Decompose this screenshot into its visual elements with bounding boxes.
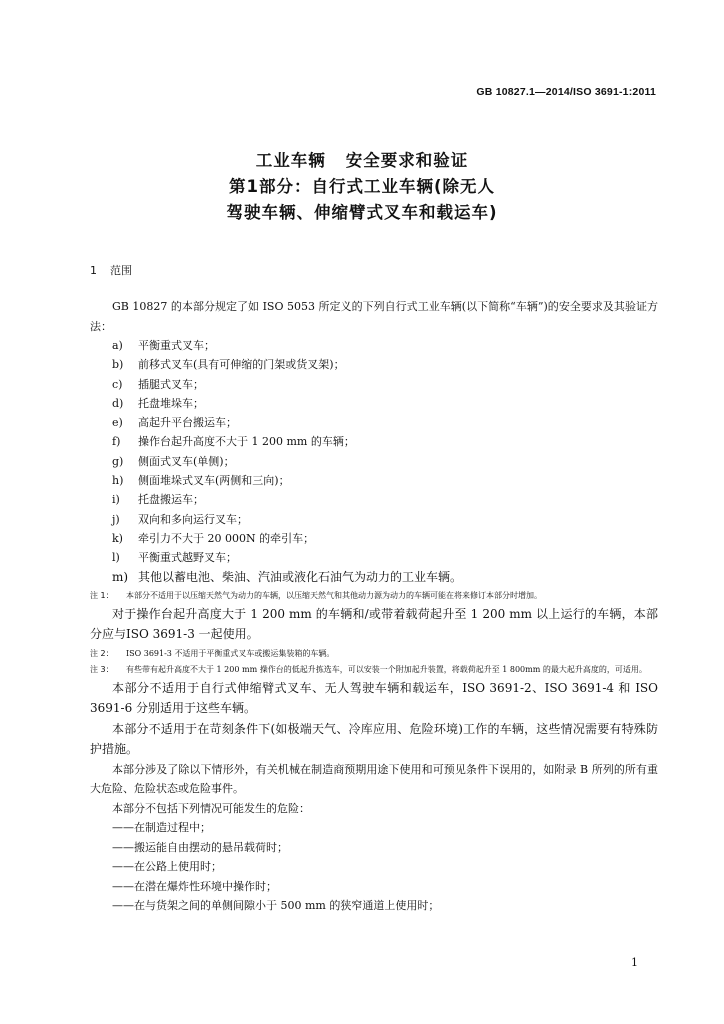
title-line-2: 第1部分：自行式工业车辆(除无人 xyxy=(228,177,496,196)
list-item xyxy=(90,510,658,529)
hazards-paragraph: 本部分涉及了除以下情形外，有关机械在制造商预期用途下使用和可预见条件下误用的，如附录 B 所列的所有重大危险、危险状态或危险事件。 xyxy=(90,762,658,796)
document-title xyxy=(0,148,724,226)
list-item xyxy=(90,375,658,394)
title-line-1b: 安全要求和验证 xyxy=(345,151,469,170)
exclusions-paragraph-1: 本部分不适用于自行式伸缩臂式叉车、无人驾驶车辆和载运车，ISO 3691-2、ISO 3691-4 和 ISO 3691-6 分别适用于这些车辆。 xyxy=(90,680,658,716)
note-2 xyxy=(90,646,658,661)
title-line-1 xyxy=(0,148,724,174)
list-item xyxy=(90,471,658,490)
list-marker: g) xyxy=(112,454,124,468)
list-item-text: 牵引力不大于 20 000N 的牵引车； xyxy=(138,531,315,545)
list-marker: m) xyxy=(112,569,129,584)
not-included-paragraph: 本部分不包括下列情况可能发生的危险： xyxy=(112,801,310,815)
section-heading xyxy=(90,262,132,278)
list-item-text: 侧面式叉车(单侧)； xyxy=(138,454,235,468)
list-item xyxy=(90,568,658,587)
intro-paragraph: GB 10827 的本部分规定了如 ISO 5053 所定义的下列自行式工业车辆(以下简称“车辆”)的安全要求及其验证方法： xyxy=(90,300,658,333)
list-item xyxy=(90,529,658,548)
list-marker: d) xyxy=(112,396,124,410)
title-line-1a: 工业车辆 xyxy=(255,151,326,170)
list-item-text: 前移式叉车(具有可伸缩的门架或货叉架)； xyxy=(138,358,345,372)
not-included-hazards-list xyxy=(90,818,658,916)
list-item-text: 高起升平台搬运车； xyxy=(138,416,237,430)
list-item-text: 托盘堆垛车； xyxy=(138,396,204,410)
note-label: 注 1： xyxy=(90,590,114,600)
dash-item: ——在与货架之间的单侧间隙小于 500 mm 的狭窄通道上使用时； xyxy=(112,899,440,913)
note-text: 本部分不适用于以压缩天然气为动力的车辆，以压缩天然气和其他动力源为动力的车辆可能在将来修订本部分时增加。 xyxy=(126,590,542,600)
page-number: 1 xyxy=(631,956,638,969)
list-item xyxy=(90,355,658,374)
list-marker: b) xyxy=(112,358,124,372)
main-content xyxy=(90,297,658,916)
list-item-text: 操作台起升高度不大于 1 200 mm 的车辆； xyxy=(138,435,355,449)
list-marker: c) xyxy=(112,377,123,391)
note-text: ISO 3691-3 不适用于平衡重式叉车或搬运集装箱的车辆。 xyxy=(126,648,335,658)
dash-item: ——搬运能自由摆动的悬吊载荷时； xyxy=(112,840,288,854)
list-item xyxy=(90,394,658,413)
note-label: 注 3： xyxy=(90,664,114,674)
list-item-text: 平衡重式叉车； xyxy=(138,339,215,352)
vehicle-type-list xyxy=(90,336,658,587)
list-item xyxy=(90,336,658,355)
standard-code-header: GB 10827.1—2014/ISO 3691-1:2011 xyxy=(476,86,656,98)
list-marker: f) xyxy=(112,435,121,449)
dash-item: ——在公路上使用时； xyxy=(112,860,222,874)
list-item-text: 插腿式叉车； xyxy=(138,377,204,391)
section-title: 范围 xyxy=(110,264,132,277)
list-marker: e) xyxy=(112,416,123,430)
list-item xyxy=(90,452,658,471)
list-item-text: 其他以蓄电池、柴油、汽油或液化石油气为动力的工业车辆。 xyxy=(138,569,463,584)
dash-item: ——在潜在爆炸性环境中操作时； xyxy=(112,879,277,893)
note-1 xyxy=(90,588,658,603)
list-item-text: 托盘搬运车； xyxy=(138,493,204,507)
section-number: 1 xyxy=(90,264,97,277)
list-item xyxy=(90,548,658,567)
title-line-3: 驾驶车辆、伸缩臂式叉车和载运车) xyxy=(226,203,498,222)
note-3 xyxy=(90,662,658,677)
list-marker: a) xyxy=(112,339,123,352)
list-marker: h) xyxy=(112,474,124,488)
list-marker: j) xyxy=(112,512,120,526)
dash-item: ——在制造过程中； xyxy=(112,821,211,835)
note-text: 有些带有起升高度不大于 1 200 mm 操作台的低起升拣选车，可以安装一个附加起升装置，将载荷起升至 1 800mm 的最大起升高度的，可适用。 xyxy=(126,664,647,674)
note-label: 注 2： xyxy=(90,648,114,658)
list-marker: l) xyxy=(112,551,120,565)
list-item-text: 侧面堆垛式叉车(两侧和三向)； xyxy=(138,474,290,488)
list-item-text: 双向和多向运行叉车； xyxy=(138,512,248,526)
list-item xyxy=(90,432,658,451)
list-marker: k) xyxy=(112,531,123,545)
list-marker: i) xyxy=(112,493,120,507)
platform-height-paragraph: 对于操作台起升高度大于 1 200 mm 的车辆和/或带着载荷起升至 1 200 mm 以上运行的车辆，本部分应与ISO 3691-3 一起使用。 xyxy=(90,606,658,642)
list-item-text: 平衡重式越野叉车； xyxy=(138,551,237,565)
exclusions-paragraph-2: 本部分不适用于在苛刻条件下(如极端天气、冷库应用、危险环境)工作的车辆，这些情况需要有特殊防护措施。 xyxy=(90,721,658,757)
list-item xyxy=(90,413,658,432)
list-item xyxy=(90,490,658,509)
